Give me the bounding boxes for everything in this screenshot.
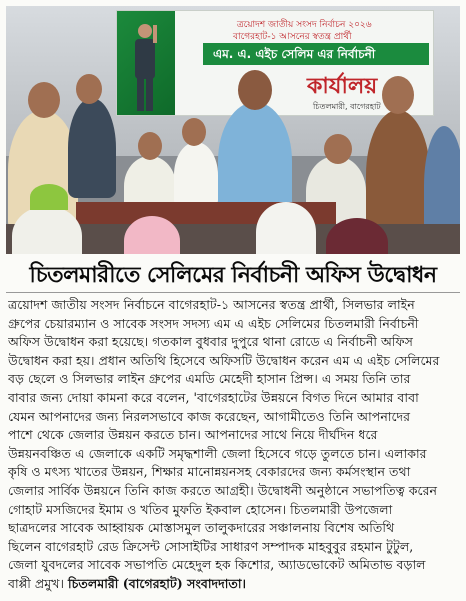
body-line: বড় ছেলে ও সিলভার লাইন গ্রুপের এমডি মেহেদী হাসান প্রিন্স। এ সময় তিনি তার	[8, 371, 411, 387]
person-left-back	[68, 98, 116, 198]
body-line: কৃষি ও মৎস্য খাতের উন্নয়ন, শিক্ষার মানোন্নয়নসহ বেকারদের জন্য কর্মসংস্থান তথা	[8, 464, 411, 480]
closing-text: বাপ্পী প্রমুখ।	[8, 575, 64, 591]
green-cap	[30, 184, 68, 210]
headline-rule	[6, 292, 460, 293]
person-head	[76, 74, 102, 104]
body-line: গ্রুপের চেয়ারম্যান ও সাবেক সংসদ সদস্য এম এ এইচ সেলিমের চিতলমারী নির্বাচনী	[8, 315, 419, 331]
banner-location: চিতলমারী, বাগেরহাট	[313, 102, 381, 111]
banner-line1: ত্রয়োদশ জাতীয় সংসদ নির্বাচন ২০২৬	[237, 20, 372, 30]
body-line: ছাত্রদলের সাবেক আহ্বায়ক মোস্তাসমুল তালুকদারের সঞ্চালনায় বিশেষ অতিথি	[8, 520, 395, 536]
body-line: ছিলেন বাগেরহাট রেড ক্রিসেন্ট সোসাইটির সাধারণ সম্পাদক মাহবুবুর রহমান টুটুল,	[8, 538, 414, 554]
dateline: চিতলমারী (বাগেরহাট) সংবাদদাতা।	[68, 575, 247, 591]
body-line: পাশে থেকে জেলার উন্নয়ন করতে চান। আপনাদের সাথে নিয়ে দীর্ঘদিন ধরে	[8, 427, 378, 443]
person-head	[138, 132, 162, 160]
body-line: অফিস উদ্বোধন করা হয়েছে। গতকাল বুধবার দুপুরে থানা রোডে এ নির্বাচনী অফিস	[8, 334, 413, 350]
body-line: জেলা যুবদলের সাবেক সভাপতি মেহেদুল হক কিশোর, অ্যাডভোকেট অমিতাভ বড়াল	[8, 557, 426, 573]
person-head	[28, 82, 60, 118]
banner-name: এম. এ. এইচ সেলিম এর নির্বাচনী	[213, 47, 376, 61]
body-line: যেমন আপনাদের জন্য নিরলসভাবে কাজ করেছেন, আগামীতেও তিনি আপনাদের	[8, 408, 411, 424]
body-line: জেলার সার্বিক উন্নয়নে তিনি কাজ করতে আগ্রহী। উদ্বোধনী অনুষ্ঠানে সভাপতিত্ব করেন	[8, 482, 438, 498]
person-right-brown	[366, 110, 430, 240]
person-white-cap	[256, 202, 316, 254]
news-photo	[6, 6, 460, 254]
body-line: ত্রয়োদশ জাতীয় সংসদ নির্বাচনে বাগেরহাট-১ আসনের স্বতন্ত্র প্রার্থী, সিলভার লাইন	[8, 297, 415, 312]
banner-line2: বাগেরহাট-১ আসনের স্বতন্ত্র প্রার্থী	[233, 32, 352, 42]
person-seated-2	[174, 142, 218, 208]
headline: চিতলমারীতে সেলিমের নির্বাচনী অফিস উদ্বোধন	[29, 262, 437, 288]
body-line: উন্নয়নবঞ্চিত এ জেলাকে একটি সমৃদ্ধশালী জেলা হিসেবে গড়ে তুলতে চান। এলাকার	[8, 445, 427, 461]
candidate-figure	[125, 21, 165, 113]
person-head	[182, 118, 206, 146]
body-line: গোহাট মসজিদের ইমাম ও খতিব মুফতি ইকবাল হোসেন। চিতলমারী উপজেলা	[8, 501, 393, 517]
banner-karyalay: কার্যালয়	[307, 74, 378, 99]
body-line: উদ্বোধন করা হয়। প্রধান অতিথি হিসেবে অফিসটি উদ্বোধন করেন এম এ এইচ সেলিমের	[8, 352, 440, 368]
person-head	[238, 70, 272, 110]
article-body	[8, 296, 458, 596]
person-head	[324, 134, 352, 164]
person-head	[382, 76, 414, 114]
body-line: বাবার জন্য দোয়া কামনা করে বলেন, 'বাগেরহাটের উন্নয়নে বিগত দিনে আমার বাবা	[8, 389, 419, 405]
body-line-last	[8, 575, 458, 594]
